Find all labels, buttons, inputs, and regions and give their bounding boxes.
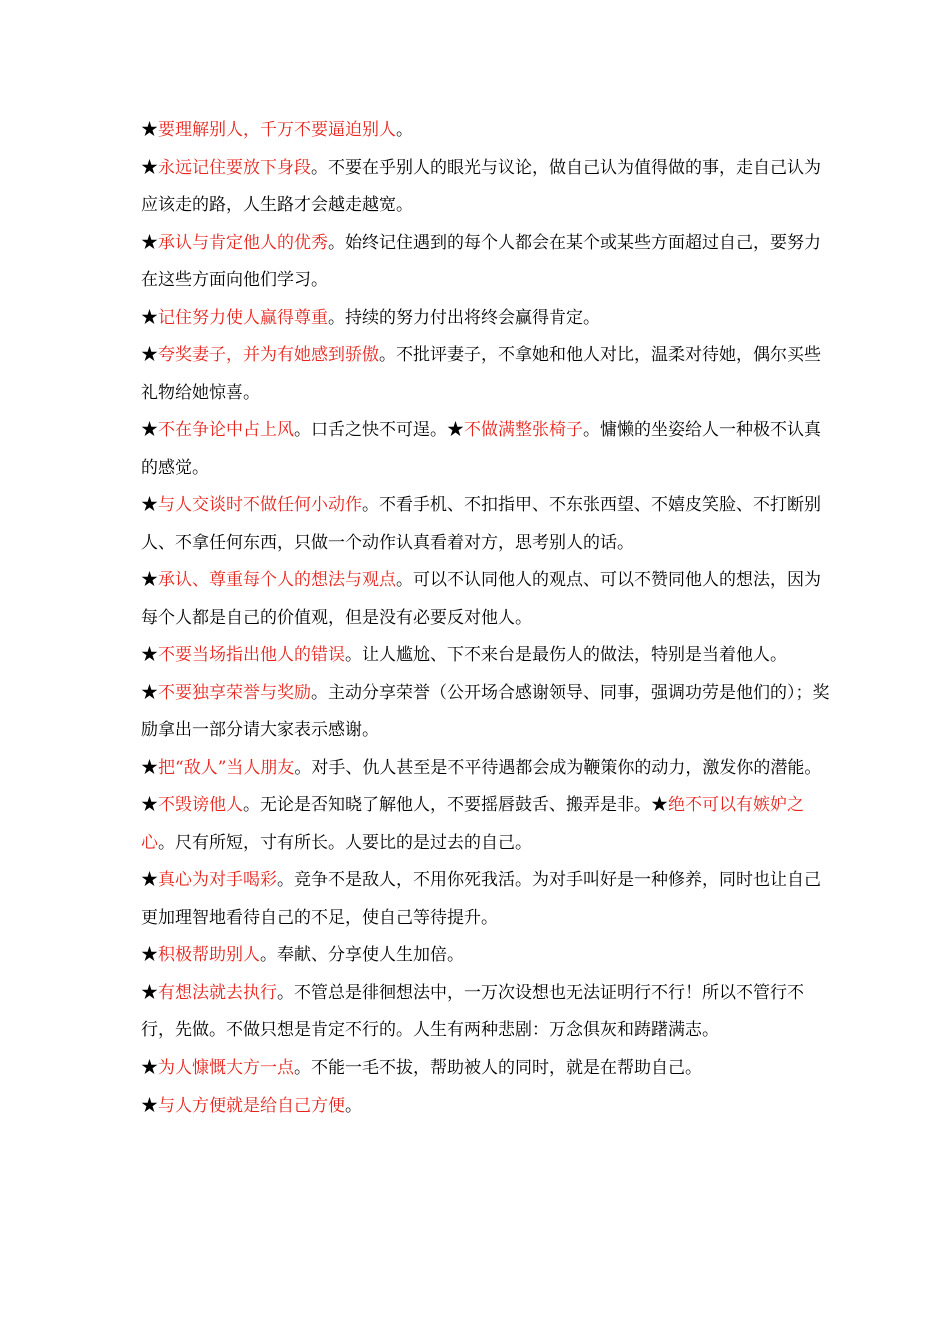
tip-text: 。慵懒的坐姿给人一种极不认真的感觉。	[141, 420, 821, 478]
tip-item	[141, 675, 831, 750]
tip-text: 。竞争不是敌人，不用你死我活。为对手叫好是一种修养，同时也让自己更加理智地看待自己的不足，使自己等待提升。	[141, 870, 821, 928]
tip-item	[141, 300, 831, 338]
tip-heading: 与人方便就是给自己方便	[158, 1096, 345, 1116]
tip-item	[141, 337, 831, 412]
tip-item	[141, 975, 831, 1050]
tip-text: ★	[141, 682, 158, 703]
tip-text: 。不看手机、不扣指甲、不东张西望、不嬉皮笑脸、不打断别人、不拿任何东西，只做一个动作认真看着对方，思考别人的话。	[141, 495, 821, 553]
tip-item	[141, 862, 831, 937]
tip-text: ★	[141, 1057, 158, 1078]
tip-heading: 真心为对手喝彩	[158, 870, 277, 890]
tip-heading: 不要独享荣誉与奖励	[158, 682, 311, 703]
tip-heading: 承认与肯定他人的优秀	[158, 232, 328, 253]
tip-text: ★	[141, 757, 158, 778]
tip-heading: 永远记住要放下身段	[158, 157, 311, 178]
tip-heading: 记住努力使人赢得尊重	[158, 307, 328, 328]
tip-text: 。	[345, 1096, 362, 1116]
tip-text: ★	[141, 870, 158, 890]
tip-text: ★	[141, 232, 158, 253]
tip-text: 。持续的努力付出将终会赢得肯定。	[328, 307, 600, 328]
tip-text: 。始终记住遇到的每个人都会在某个或某些方面超过自己，要努力在这些方面向他们学习。	[141, 232, 821, 290]
tip-heading: 不做满整张椅子	[464, 420, 583, 440]
tip-text: 。尺有所短，寸有所长。人要比的是过去的自己。	[158, 832, 532, 853]
tip-text: 。无论是否知晓了解他人，不要摇唇鼓舌、搬弄是非。★	[243, 795, 668, 815]
tip-item	[141, 225, 831, 300]
tip-text: ★	[141, 945, 158, 965]
tip-text: ★	[141, 157, 158, 178]
tip-text: 。奉献、分享使人生加倍。	[260, 945, 464, 965]
tip-heading: 不在争论中占上风	[158, 420, 294, 440]
tip-text: ★	[141, 307, 158, 328]
tip-item	[141, 1093, 831, 1119]
tip-text: ★	[141, 495, 158, 515]
tip-item	[141, 487, 831, 562]
tip-text: 。不批评妻子，不拿她和他人对比，温柔对待她，偶尔买些礼物给她惊喜。	[141, 345, 821, 403]
tip-text: ★	[141, 570, 158, 590]
tip-text: 。可以不认同他人的观点、可以不赞同他人的想法，因为每个人都是自己的价值观，但是没有必要反对他人。	[141, 570, 821, 628]
tip-heading: 要理解别人，千万不要逼迫别人	[158, 120, 396, 140]
tip-heading: 不要当场指出他人的错误	[158, 645, 345, 665]
tip-text: ★	[141, 645, 158, 665]
tip-item	[141, 1050, 831, 1088]
tip-item	[141, 562, 831, 637]
tip-text: 。不要在乎别人的眼光与议论，做自己认为值得做的事，走自己认为应该走的路，人生路才会越走越宽。	[141, 157, 821, 215]
tip-item	[141, 412, 831, 487]
tip-item	[141, 112, 831, 150]
tip-text: ★	[141, 1096, 158, 1116]
tip-heading: 把“敌人”当人朋友	[158, 757, 295, 778]
tip-text: 。不能一毛不拔，帮助被人的同时，就是在帮助自己。	[294, 1057, 702, 1078]
tip-text: ★	[141, 982, 158, 1003]
tip-text: 。对手、仇人甚至是不平待遇都会成为鞭策你的动力，激发你的潜能。	[294, 757, 822, 778]
tip-item	[141, 637, 831, 675]
tip-text: ★	[141, 795, 158, 815]
tip-text: 。不管总是徘徊想法中，一万次设想也无法证明行不行！所以不管行不行，先做。不做只想是肯定不行的。人生有两种悲剧：万念俱灰和踌躇满志。	[141, 982, 804, 1040]
tip-text: 。主动分享荣誉（公开场合感谢领导、同事，强调功劳是他们的）；奖励拿出一部分请大家表示感谢。	[141, 682, 830, 740]
tip-item	[141, 150, 831, 225]
tip-heading: 承认、尊重每个人的想法与观点	[158, 570, 396, 590]
tip-heading: 为人慷慨大方一点	[158, 1057, 294, 1078]
tip-text: 。口舌之快不可逞。★	[294, 420, 464, 440]
tip-text: ★	[141, 420, 158, 440]
tip-heading: 积极帮助别人	[158, 945, 260, 965]
tip-item	[141, 787, 831, 862]
tip-heading: 不毁谤他人	[158, 795, 243, 815]
tip-text: ★	[141, 120, 158, 140]
tip-text: ★	[141, 345, 158, 365]
document-body	[141, 112, 831, 1119]
tip-heading: 与人交谈时不做任何小动作	[158, 495, 362, 515]
tip-heading: 有想法就去执行	[158, 982, 277, 1003]
tip-heading: 夸奖妻子，并为有她感到骄傲	[158, 345, 379, 365]
tip-text: 。让人尴尬、下不来台是最伤人的做法，特别是当着他人。	[345, 645, 787, 665]
tip-text: 。	[396, 120, 413, 140]
tip-heading: 绝不可以有嫉妒之心	[141, 795, 804, 853]
tip-item	[141, 937, 831, 975]
tip-item	[141, 750, 831, 788]
